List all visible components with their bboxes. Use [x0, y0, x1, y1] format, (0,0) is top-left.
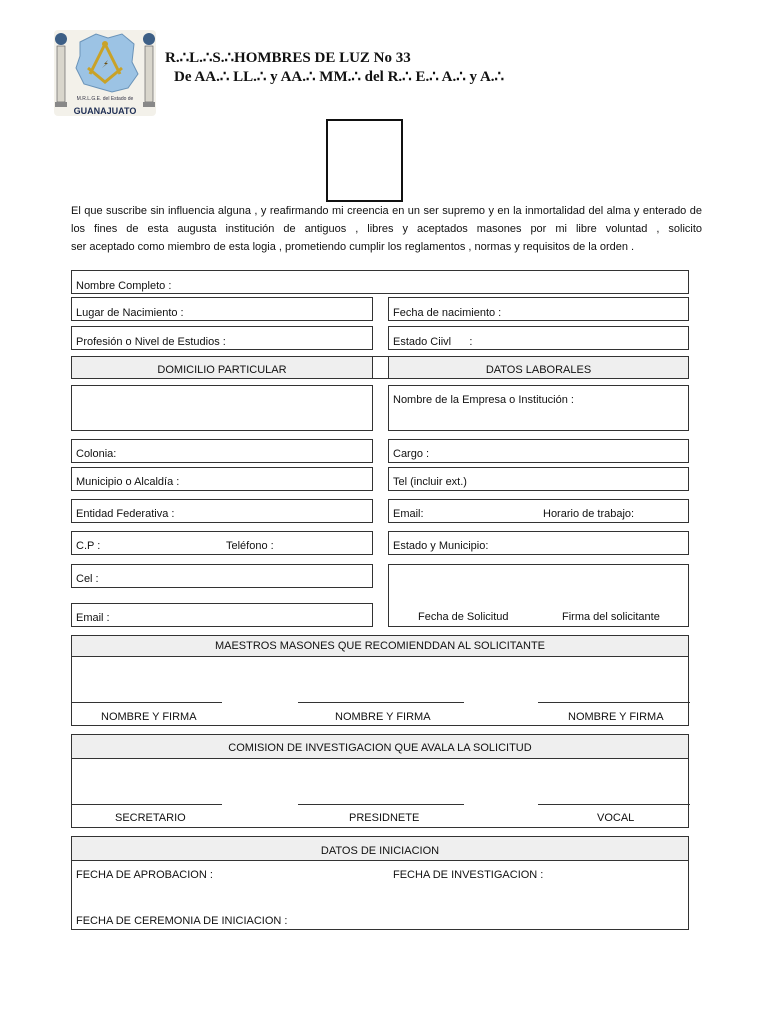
- cel-field[interactable]: [71, 564, 373, 588]
- cp-telefono-field[interactable]: [71, 531, 373, 555]
- maestros-header-label: MAESTROS MASONES QUE RECOMIENDDAN AL SOLICITANTE: [214, 640, 546, 652]
- colonia-field[interactable]: [71, 439, 373, 463]
- laborales-header-label: DATOS LABORALES: [485, 364, 592, 376]
- fecha-nacimiento-label: Fecha de nacimiento :: [393, 307, 502, 319]
- empresa-label: Nombre de la Empresa o Institución :: [393, 394, 574, 406]
- firma-solicitante-label: Firma del solicitante: [562, 611, 660, 623]
- solicitud-firma-box[interactable]: [388, 564, 689, 604]
- estado-civil-field[interactable]: [388, 326, 689, 350]
- iniciacion-header: [72, 837, 688, 861]
- email-laboral-field[interactable]: [388, 499, 689, 523]
- cargo-field[interactable]: [388, 439, 689, 463]
- municipio-label: Municipio o Alcaldía :: [76, 476, 180, 488]
- lugar-nacimiento-field[interactable]: [71, 297, 373, 321]
- maestros-header: [72, 636, 688, 657]
- horario-label: Horario de trabajo:: [543, 508, 635, 520]
- comision-sig-line-2: [298, 804, 464, 805]
- header-divider: [373, 356, 388, 379]
- intro-text: El que suscribe sin influencia alguna , y reafirmando mi creencia en un ser supremo y en la inmortalidad del alma y enterado de los fines de esta augusta institución de antiguos , libres y aceptados masones por mi libre voluntad , solicito: [71, 205, 702, 235]
- nombre-completo-label: Nombre Completo :: [76, 280, 172, 292]
- comision-header-label: COMISION DE INVESTIGACION QUE AVALA LA SOLICITUD: [228, 742, 532, 754]
- lodge-title: R.∴L.∴S.∴HOMBRES DE LUZ No 33: [165, 50, 411, 66]
- lodge-subtitle: De AA.∴ LL.∴ y AA.∴ MM.∴ del R.∴ E.∴ A.∴ y A.∴: [174, 69, 505, 85]
- comision-sig-line-3: [538, 804, 690, 805]
- comision-sig-line-1: [72, 804, 222, 805]
- iniciacion-header-label: DATOS DE INICIACION: [320, 845, 440, 857]
- iniciacion-section: [71, 836, 689, 930]
- photo-box: [326, 119, 403, 202]
- profesion-label: Profesión o Nivel de Estudios :: [76, 336, 226, 348]
- estado-civil-label: Estado Ciivl :: [393, 336, 473, 348]
- lodge-logo: [50, 28, 160, 120]
- municipio-field[interactable]: [71, 467, 373, 491]
- email-field[interactable]: [71, 603, 373, 627]
- nombre-completo-field[interactable]: [71, 270, 689, 294]
- domicilio-header-label: DOMICILIO PARTICULAR: [157, 364, 287, 376]
- maestros-sig-line-3: [538, 702, 690, 703]
- colonia-label: Colonia:: [76, 448, 117, 460]
- entidad-label: Entidad Federativa :: [76, 508, 175, 520]
- entidad-field[interactable]: [71, 499, 373, 523]
- estado-municipio-label: Estado y Municipio:: [393, 540, 489, 552]
- cel-label: Cel :: [76, 573, 99, 585]
- lugar-nacimiento-label: Lugar de Nacimiento :: [76, 307, 184, 319]
- fecha-solicitud-label: Fecha de Solicitud: [418, 611, 509, 623]
- intro-paragraph: [71, 202, 702, 238]
- intro-last-line: ser aceptado como miembro de esta logia , prometiendo cumplir los reglamentos , normas y requisitos de la orden .: [71, 241, 635, 253]
- maestros-section: [71, 635, 689, 726]
- maestros-sig-line-1: [72, 702, 222, 703]
- cargo-label: Cargo :: [393, 448, 430, 460]
- profesion-field[interactable]: [71, 326, 373, 350]
- tel-ext-label: Tel (incluir ext.): [393, 476, 467, 488]
- estado-municipio-field[interactable]: [388, 531, 689, 555]
- maestros-sig-line-2: [298, 702, 464, 703]
- telefono-label: Teléfono :: [226, 540, 274, 552]
- comision-section: [71, 734, 689, 828]
- fecha-investigacion-label: FECHA DE INVESTIGACION :: [393, 869, 544, 881]
- fecha-ceremonia-label: FECHA DE CEREMONIA DE INICIACION :: [76, 915, 288, 927]
- maestros-sig-label-2: NOMBRE Y FIRMA: [335, 711, 431, 723]
- maestros-sig-label-1: NOMBRE Y FIRMA: [101, 711, 197, 723]
- empresa-field[interactable]: [388, 385, 689, 431]
- comision-sig-label-3: VOCAL: [597, 812, 635, 824]
- domicilio-field[interactable]: [71, 385, 373, 431]
- domicilio-header: [71, 356, 373, 379]
- laborales-header: [388, 356, 689, 379]
- comision-sig-label-2: PRESIDNETE: [349, 812, 420, 824]
- maestros-sig-label-3: NOMBRE Y FIRMA: [568, 711, 664, 723]
- comision-header: [72, 735, 688, 759]
- cp-label: C.P :: [76, 540, 101, 552]
- email-laboral-label: Email:: [393, 508, 424, 520]
- solicitud-footer: [388, 603, 689, 627]
- logo-seal-text: M.R.L.G.E. del Estado de: [76, 96, 134, 102]
- comision-sig-label-1: SECRETARIO: [115, 812, 186, 824]
- tel-ext-field[interactable]: [388, 467, 689, 491]
- email-label: Email :: [76, 612, 110, 624]
- fecha-nacimiento-field[interactable]: [388, 297, 689, 321]
- logo-state-name: GUANAJUATO: [73, 106, 137, 116]
- fecha-aprobacion-label: FECHA DE APROBACION :: [76, 869, 213, 881]
